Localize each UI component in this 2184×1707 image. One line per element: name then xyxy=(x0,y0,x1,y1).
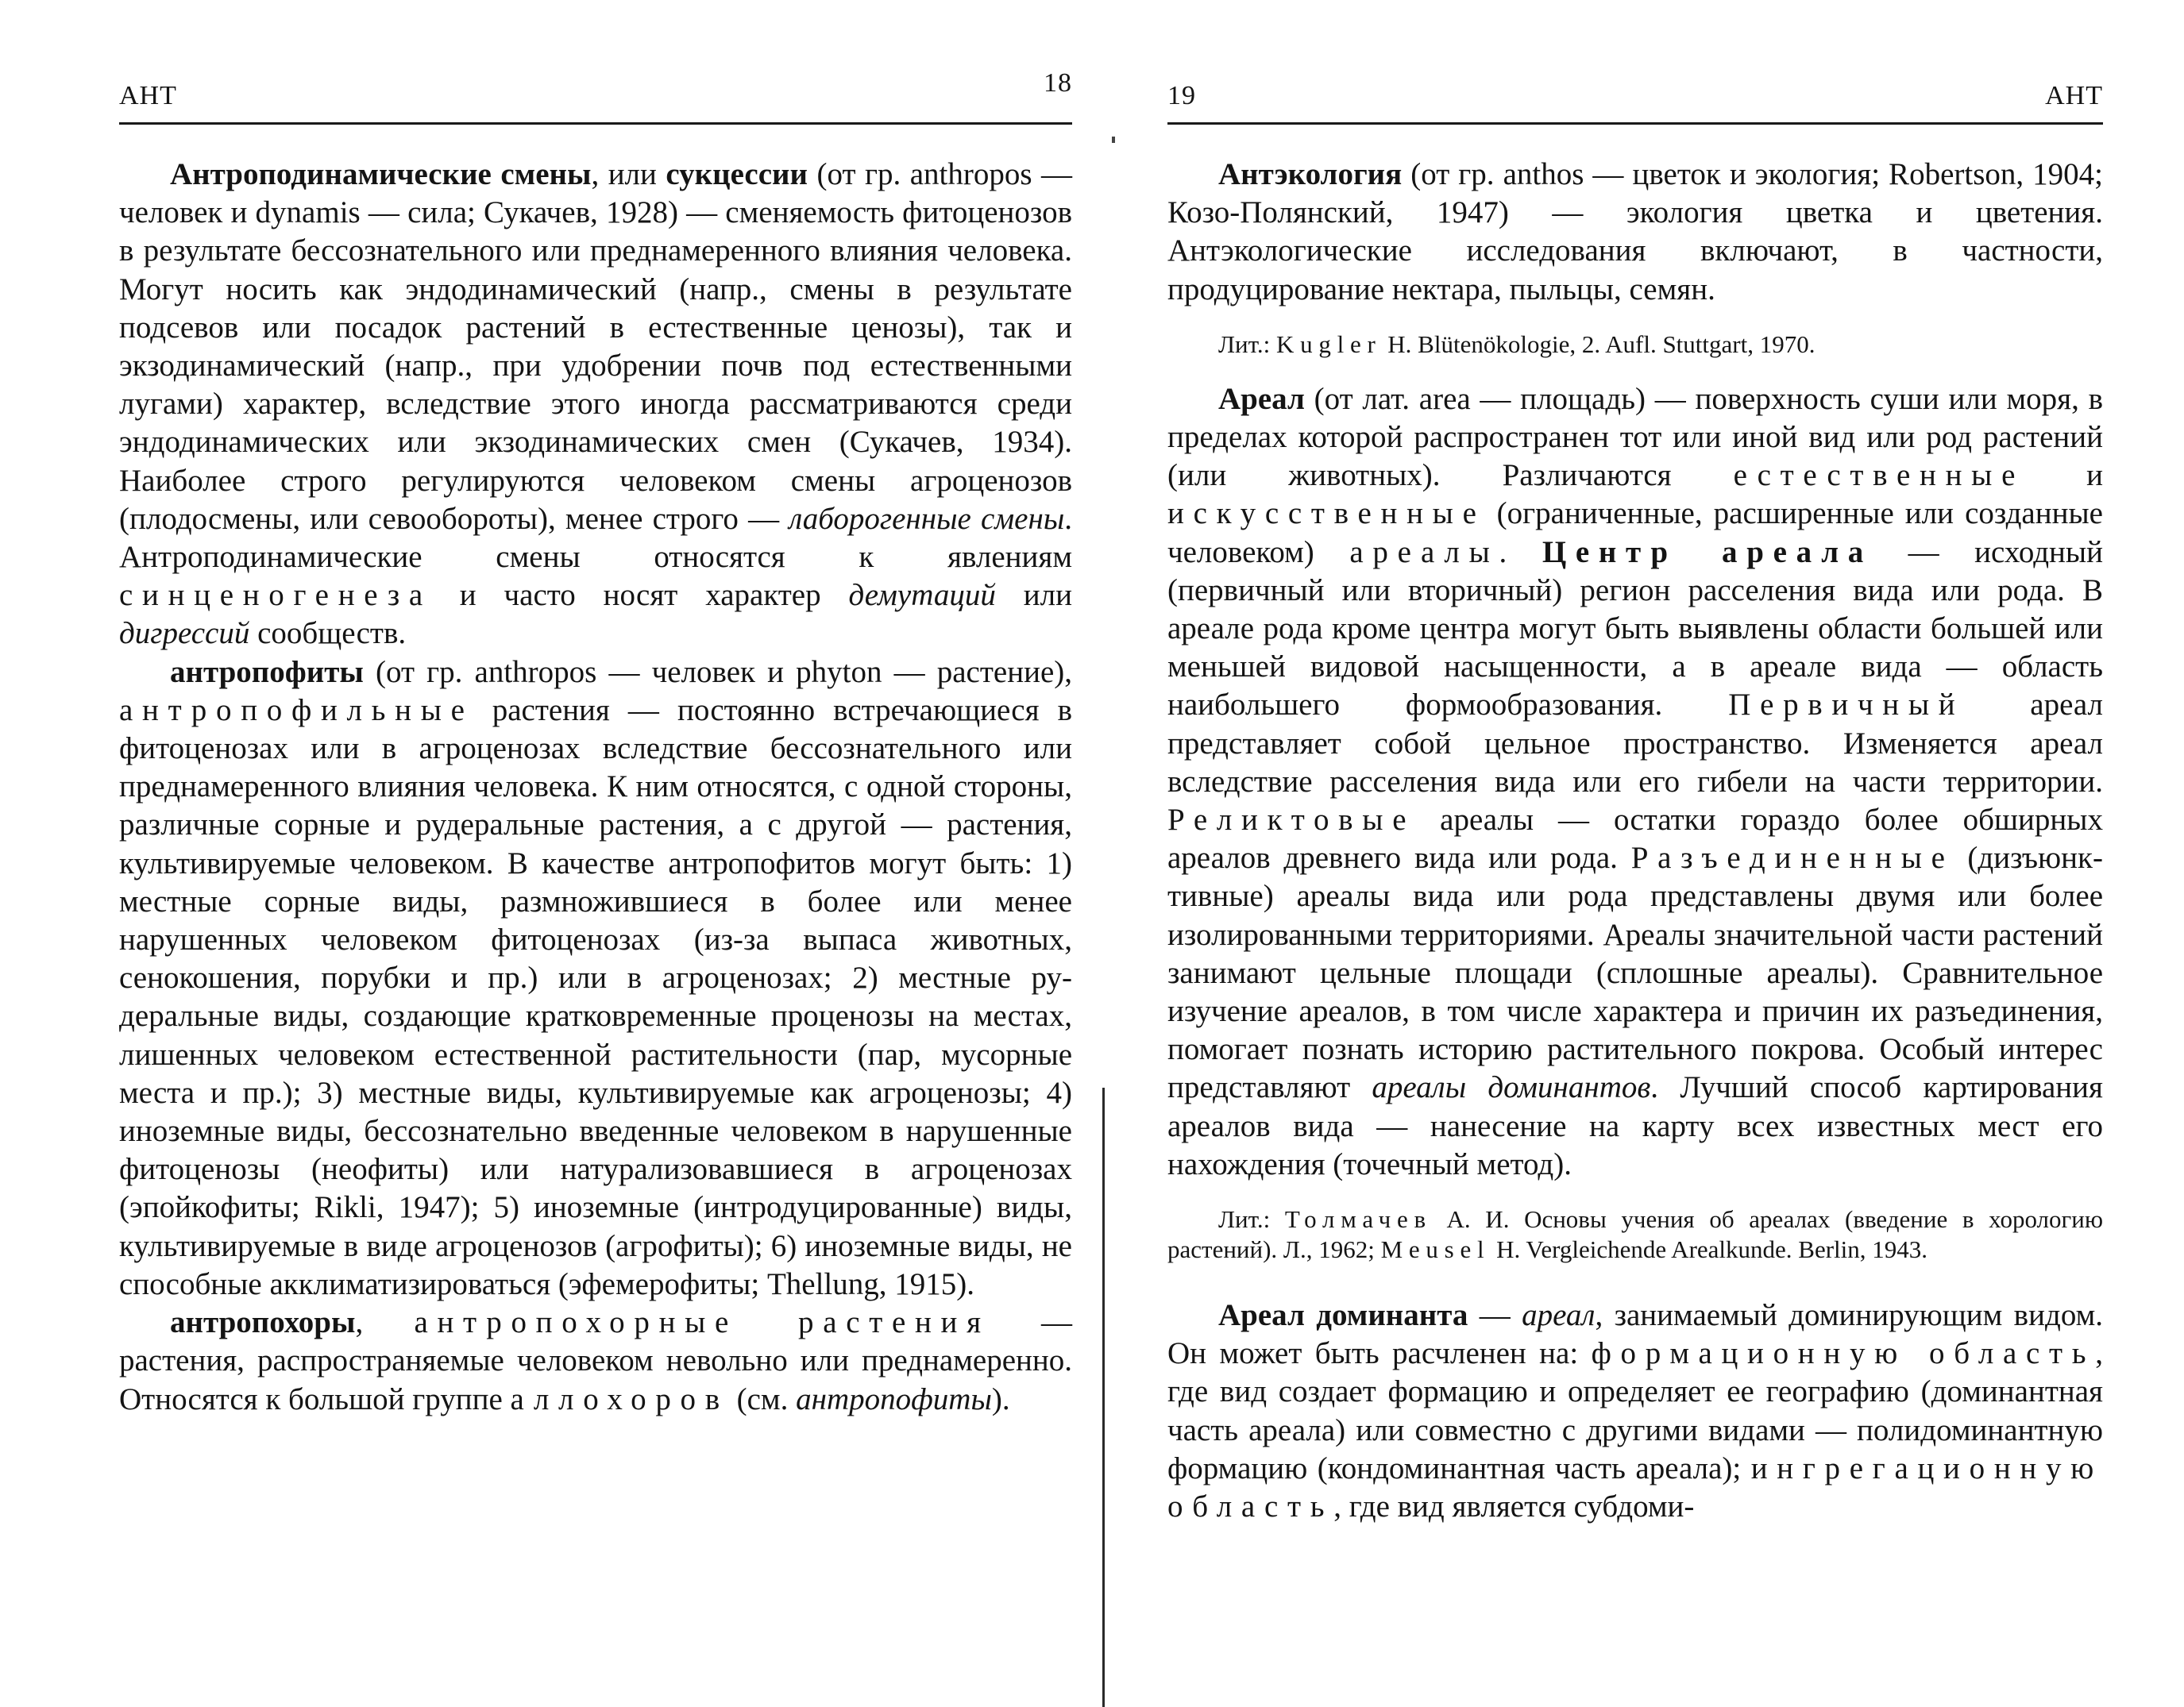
spine-fold-line xyxy=(1102,1088,1105,1707)
entry-antropofity: антропофиты (от гр. anthropos — человек и phyton — растение), антропофильные растения — постоянно встречающиеся в фитоценозах или в агроценозах вследствие бессознательного или преднамеренного влияния человека. К ним относятся, с одной стороны, различные сорные и рудеральные растения, а с другой — растения, культивируемые человеком. В качестве антропофитов могут быть: 1) местные сорные виды, размножившиеся в более или менее нарушенных человеком фитоценозах (из-за выпаса животных, сенокошения, порубки и пр.) или в агроценозах; 2) местные рудеральные виды, создающие кратковременные проценозы на местах, лишенных человеком естественной растительности (пар, мусорные места и пр.); 3) местные виды, культивируемые как агроценозы; 4) иноземные виды, бессознательно введенные человеком в нарушенные фитоценозы (неофиты) или натурализовавшиеся в агроценозах (эпойкофиты; Rikli, 1947); 5) иноземные (интродуцированные) виды, культивируемые в виде агроценозов (агрофиты); 6) иноземные виды, не способные акклиматизироваться (эфемерофиты; Thellung, 1915). xyxy=(119,654,1072,1301)
entry-areal-dominanta: Ареал доминанта — ареал, занимаемый доминирующим видом. Он может быть расчленен на: формационную область, где вид создает формацию и определяет ее географию (доминантная часть ареала) или совместно с другими видами — полидоминантную формацию (кондоминантная часть ареала); ингрегационную область, где вид является субдоми- xyxy=(1167,1298,2104,1524)
left-running-header xyxy=(119,68,1072,125)
entry-areal: Ареал (от лат. area — площадь) — поверхность суши или моря, в пределах которой распространен тот или иной вид или род растений (или животных). Различаются естественные и искусственные (ограниченные, расширенные или созданные человеком) ареалы. Центр ареала — исходный (первичный или вторичный) регион расселения вида или рода. В ареале рода кроме центра могут быть выявлены области большей или меньшей видовой насыщенности, а в ареале вида — область наибольшего формообразования. Первичный ареал представляет собой цельное пространство. Изменяется ареал вследствие расселения вида или его гибели на части территории. Реликтовые ареалы — остатки гораздо более обширных ареалов древнего вида или рода. Разъединенные (дизъюнктивные) ареалы вида или рода представлены двумя или более изолированными территориями. Ареалы значительной части растений занимают цельные площади (сплошные ареалы). Сравнительное изучение ареалов, в том числе характера и причин их разъединения, помогает познать историю растительного покрова. Особый интерес представляют ареалы доминантов. Лучший способ картирования ареалов вида — нанесение на карту всех известных мест его нахождения (точечный метод). xyxy=(1167,381,2103,1181)
literature-antekologiya: Лит.: Kugler H. Blütenökologie, 2. Aufl. Stuttgart, 1970. xyxy=(1218,329,1815,358)
right-header-word: АНТ xyxy=(2045,81,2103,110)
left-page-body xyxy=(119,156,1072,1419)
right-page-number: 19 xyxy=(1167,81,1196,110)
left-page-number: 18 xyxy=(1044,68,1072,98)
entry-antropohory: антропохоры, антропохорные растения — растения, распространяемые человеком невольно или преднамеренно. Относятся к большой группе аллохоров (см. антропофиты). xyxy=(119,1305,1073,1416)
right-page-body xyxy=(1167,156,2103,1526)
entry-antekologiya: Антэкология (от гр. anthos — цветок и экология; Robertson, 1904; Козо-Полянский, 1947) — экология цветка и цветения. Антэкологические исследования включают, в частности, продуцирование нектара, пыльцы, семян. xyxy=(1167,157,2103,306)
entry-antropodinamicheskie-smeny: Антроподинамические смены, или сукцессии (от гр. anthropos — человек и dynamis — сила; Сукачев, 1928) — сменяемость фитоценозов в результате бессознательного или преднамеренного влияния человека. Могут носить как эндодинамический (напр., смены в результате подсевов или посадок растений в естественные ценозы), так и экзодинамический (напр., при удобрении почв под естественными лугами) характер, вследствие этого иногда рассматриваются среди эндодинамических или экзодинамических смен (Сукачев, 1934). Наиболее строго регулируются человеком смены агроценозов (плодосмены, или севообороты), менее строго — лаборогенные смены. Антроподинамические смены относятся к явлениям синценогенеза и часто носят характер демутаций или дигрессий сообществ. xyxy=(119,157,1072,651)
fold-mark xyxy=(1112,137,1115,143)
right-page xyxy=(1167,0,2103,1707)
literature-areal: Лит.: Толмачев А. И. Основы учения об ареалах (введение в хорологию растений). Л., 1962; Meusel H. Vergleichende Arealkunde. Berlin, 1943. xyxy=(1167,1205,2103,1264)
left-page xyxy=(119,0,1072,1707)
left-header-word: АНТ xyxy=(119,81,177,110)
right-running-header xyxy=(1167,76,2103,125)
